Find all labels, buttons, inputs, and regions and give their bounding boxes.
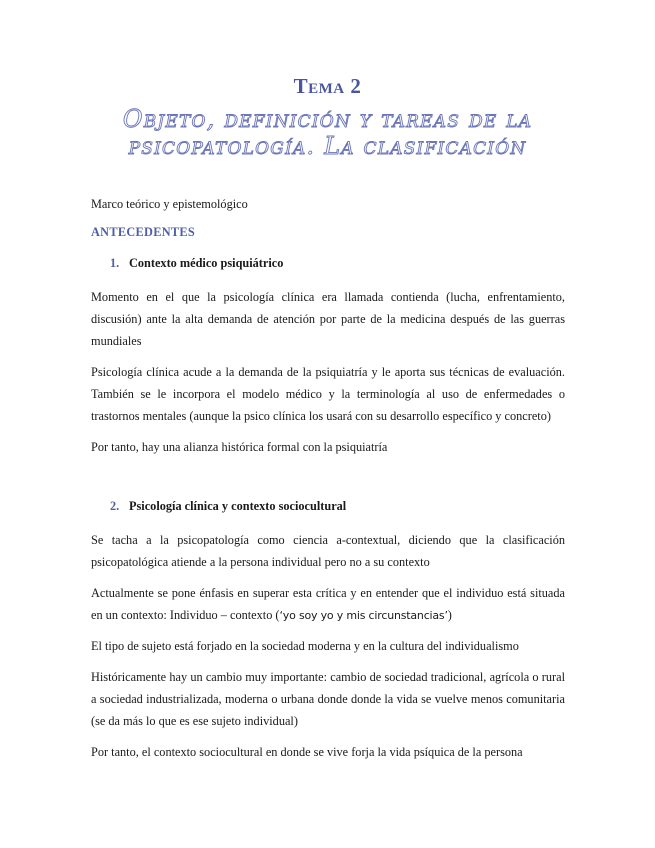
list-number: 2. [110,499,120,513]
list-number: 1. [110,256,120,270]
list-title: Contexto médico psiquiátrico [129,256,284,270]
paragraph: Psicología clínica acude a la demanda de la psiquiatría y le aporta sus técnicas de evaluación. También se le incorpora el modelo médico y la terminología al uso de enfermedades o trastornos mentales (aunque la psico clínica los usará con su desarrollo específico y concreto) [91,365,565,423]
paragraph: Momento en el que la psicología clínica era llamada contienda (lucha, enfrentamiento, discusión) ante la alta demanda de atención por parte de la medicina después de las guerras mundiales [91,290,565,348]
section-heading: ANTECEDENTES [91,225,196,239]
chapter-label: Tema 2 [293,74,362,98]
paragraph: Se tacha a la psicopatología como ciencia a-contextual, diciendo que la clasificación psicopatológica atiende a la persona individual pero no a su contexto [91,533,565,569]
list-heading-2 [110,499,346,514]
paragraph-text: ) [447,608,452,622]
intro-text: Marco teórico y epistemológico [91,197,248,211]
list-heading-1 [110,256,283,271]
paragraph: El tipo de sujeto está forjado en la sociedad moderna y en la cultura del individualismo [91,639,519,653]
document-title-line-1: Objeto, definición y tareas de la [122,105,533,133]
document-title-line-2: psicopatología. La clasificación [128,132,527,160]
paragraph-text: Actualmente se pone énfasis en superar esta crítica y en entender que el individuo está situada en un contexto: Individuo – contexto ( [91,586,565,622]
paragraph [91,582,565,627]
paragraph: Por tanto, hay una alianza histórica formal con la psiquiatría [91,440,388,454]
list-title: Psicología clínica y contexto sociocultural [129,499,347,513]
quote-text: ‘yo soy yo y mis circunstancias’ [279,609,448,622]
paragraph: Históricamente hay un cambio muy importante: cambio de sociedad tradicional, agrícola o rural a sociedad industrializada, moderna o urbana donde donde la vida se vuelve menos comunitaria (se da más lo que es ese sujeto individual) [91,670,565,728]
paragraph: Por tanto, el contexto sociocultural en donde se vive forja la vida psíquica de la persona [91,745,523,759]
